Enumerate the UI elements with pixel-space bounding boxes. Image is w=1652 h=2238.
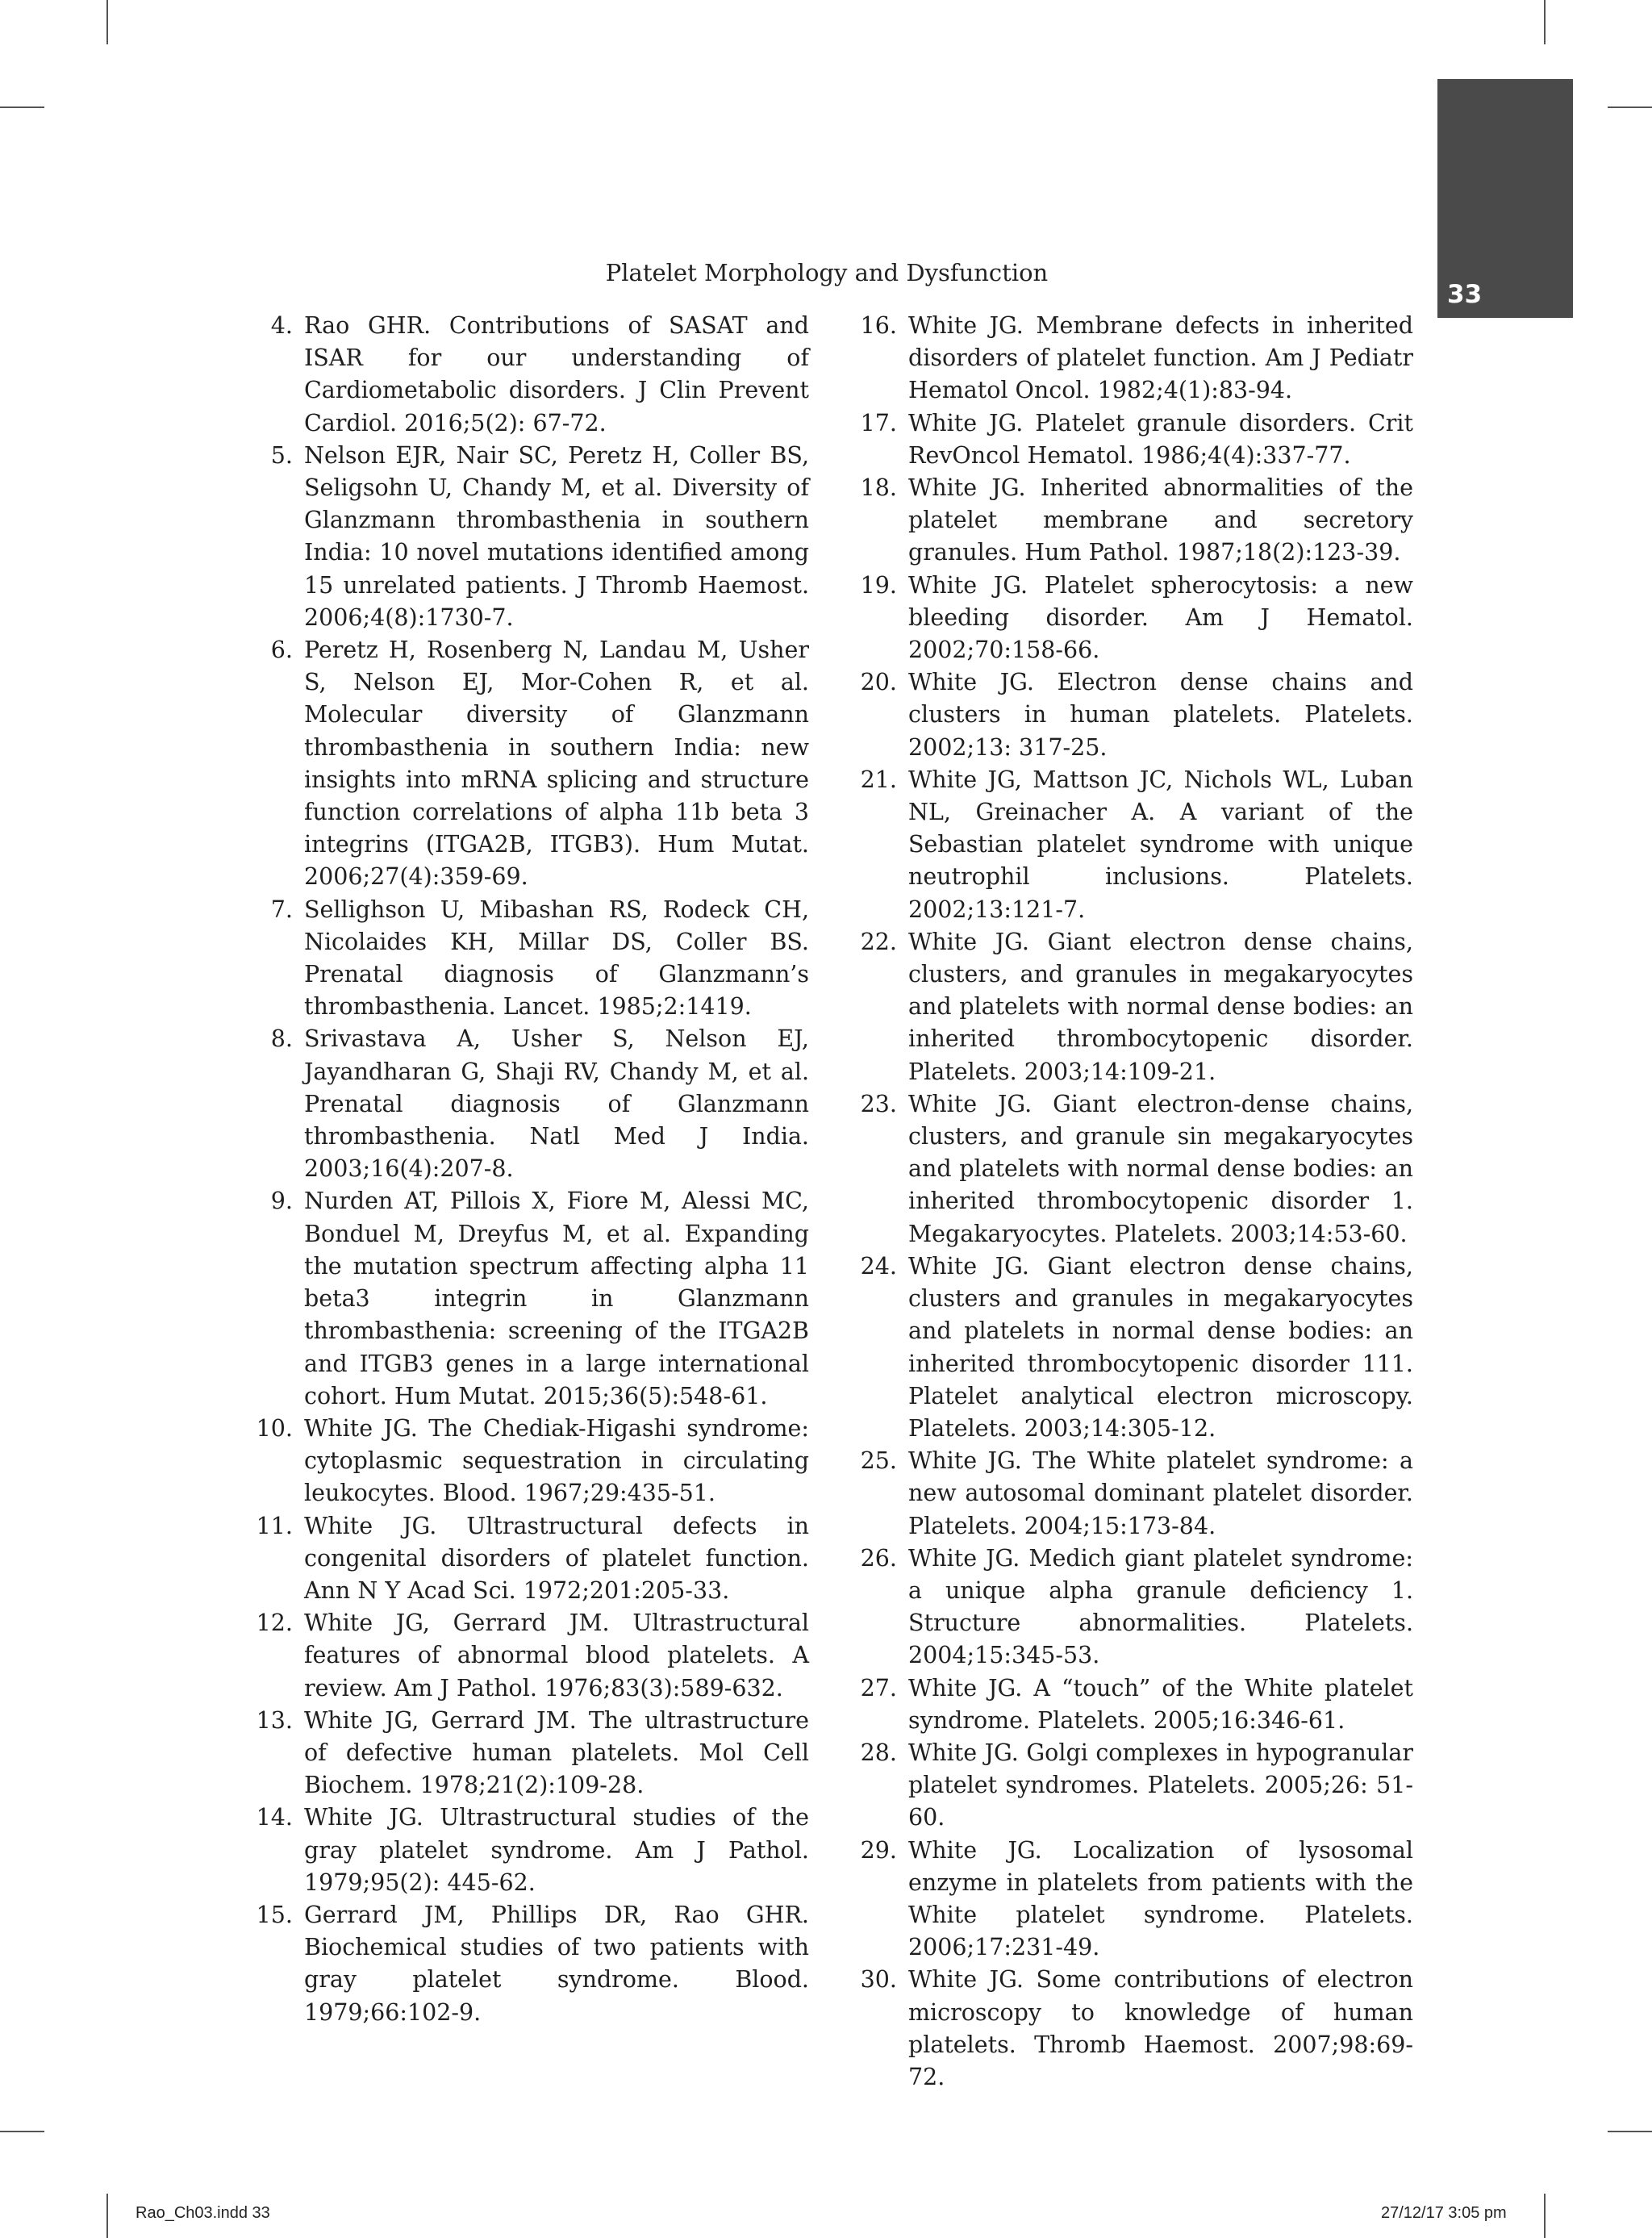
reference-text: White JG. Giant electron dense chains, clusters, and granules in megakaryocytes and platelets with normal dense bodies: an inherited thrombocytopenic disorder. Platelets. 2003;14:109-21. xyxy=(908,928,1413,1085)
reference-item xyxy=(228,1705,809,1802)
reference-item xyxy=(832,1672,1413,1737)
reference-item xyxy=(832,1543,1413,1672)
reference-text: Nurden AT, Pillois X, Fiore M, Alessi MC, Bonduel M, Dreyfus M, et al. Expanding the mutation spectrum affecting alpha 11 beta3 integrin in Glanzmann thrombasthenia: screening of the ITGA2B and ITGB3 genes in a large international cohort. Hum Mutat. 2015;36(5):548-61. xyxy=(304,1188,809,1409)
references-left-column xyxy=(228,310,809,2029)
reference-item xyxy=(228,1185,809,1412)
reference-number: 28. xyxy=(860,1739,897,1766)
reference-item xyxy=(832,1737,1413,1835)
crop-mark xyxy=(0,106,44,108)
reference-item xyxy=(228,1899,809,2029)
reference-number: 8. xyxy=(270,1025,293,1053)
reference-item xyxy=(228,1510,809,1608)
reference-number: 14. xyxy=(256,1804,293,1831)
reference-number: 25. xyxy=(860,1447,897,1475)
reference-number: 26. xyxy=(860,1544,897,1572)
reference-text: White JG. Golgi complexes in hypogranular platelet syndromes. Platelets. 2005;26: 51-60. xyxy=(908,1739,1413,1831)
crop-mark xyxy=(106,0,108,44)
reference-number: 27. xyxy=(860,1674,897,1701)
reference-text: Gerrard JM, Phillips DR, Rao GHR. Biochemical studies of two patients with gray platelet syndrome. Blood. 1979;66:102-9. xyxy=(304,1901,809,2026)
reference-item xyxy=(832,1088,1413,1251)
reference-text: White JG. Medich giant platelet syndrome: a unique alpha granule deficiency 1. Structure abnormalities. Platelets. 2004;15:345-53. xyxy=(908,1544,1413,1669)
reference-text: White JG. Platelet spherocytosis: a new bleeding disorder. Am J Hematol. 2002;70:158-66. xyxy=(908,571,1413,664)
reference-item xyxy=(832,1835,1413,1965)
reference-number: 23. xyxy=(860,1090,897,1117)
reference-number: 16. xyxy=(860,312,897,339)
file-slug: Rao_Ch03.indd 33 xyxy=(136,2204,270,2222)
reference-text: White JG. The White platelet syndrome: a new autosomal dominant platelet disorder. Platelets. 2004;15:173-84. xyxy=(908,1447,1413,1539)
page-number: 33 xyxy=(1447,280,1483,309)
reference-text: Sellighson U, Mibashan RS, Rodeck CH, Nicolaides KH, Millar DS, Coller BS. Prenatal diagnosis of Glanzmann’s thrombasthenia. Lancet. 1985;2:1419. xyxy=(304,896,809,1021)
reference-text: White JG, Mattson JC, Nichols WL, Luban NL, Greinacher A. A variant of the Sebastian platelet syndrome with unique neutrophil inclusions. Platelets. 2002;13:121-7. xyxy=(908,766,1413,923)
reference-text: Rao GHR. Contributions of SASAT and ISAR for our understanding of Cardiometabolic disorders. J Clin Prevent Cardiol. 2016;5(2): 67-72. xyxy=(304,312,809,436)
reference-number: 10. xyxy=(256,1414,293,1442)
reference-item xyxy=(832,570,1413,667)
reference-text: White JG. Inherited abnormalities of the platelet membrane and secretory granules. Hum Pathol. 1987;18(2):123-39. xyxy=(908,474,1413,566)
reference-item xyxy=(228,894,809,1024)
reference-number: 29. xyxy=(860,1836,897,1864)
reference-number: 22. xyxy=(860,928,897,955)
reference-text: White JG. Ultrastructural studies of the gray platelet syndrome. Am J Pathol. 1979;95(2): 445-62. xyxy=(304,1804,809,1896)
reference-item xyxy=(832,1445,1413,1543)
reference-item xyxy=(228,1607,809,1705)
reference-number: 17. xyxy=(860,409,897,436)
reference-number: 18. xyxy=(860,474,897,502)
reference-item xyxy=(832,472,1413,570)
reference-text: White JG. Some contributions of electron microscopy to knowledge of human platelets. Thromb Haemost. 2007;98:69-72. xyxy=(908,1966,1413,2090)
reference-text: White JG. Platelet granule disorders. Crit RevOncol Hematol. 1986;4(4):337-77. xyxy=(908,409,1413,469)
reference-number: 21. xyxy=(860,766,897,793)
crop-mark xyxy=(1544,0,1546,44)
reference-text: White JG. Giant electron dense chains, clusters and granules in megakaryocytes and platelets in normal dense bodies: an inherited thrombocytopenic disorder 111. Platelet analytical electron microscopy. Platelets. 2003;14:305-12. xyxy=(908,1252,1413,1442)
reference-number: 12. xyxy=(256,1610,293,1637)
reference-number: 20. xyxy=(860,669,897,696)
reference-item xyxy=(228,1413,809,1510)
reference-text: White JG. Giant electron-dense chains, clusters, and granule sin megakaryocytes and platelets with normal dense bodies: an inherited thrombocytopenic disorder 1. Megakaryocytes. Platelets. 2003;14:53-60. xyxy=(908,1090,1413,1247)
reference-number: 13. xyxy=(256,1706,293,1734)
crop-mark xyxy=(106,2194,108,2238)
crop-mark xyxy=(1608,106,1652,108)
date-slug: 27/12/17 3:05 pm xyxy=(1381,2204,1507,2222)
reference-number: 24. xyxy=(860,1252,897,1280)
reference-text: Srivastava A, Usher S, Nelson EJ, Jayandharan G, Shaji RV, Chandy M, et al. Prenatal diagnosis of Glanzmann thrombasthenia. Natl Med J India. 2003;16(4):207-8. xyxy=(304,1025,809,1183)
reference-item xyxy=(832,1964,1413,2094)
reference-item xyxy=(228,440,809,634)
reference-item xyxy=(832,310,1413,407)
reference-item xyxy=(832,1251,1413,1445)
reference-item xyxy=(832,666,1413,764)
reference-number: 30. xyxy=(860,1966,897,1994)
reference-number: 15. xyxy=(256,1901,293,1928)
reference-text: White JG. Ultrastructural defects in congenital disorders of platelet function. Ann N Y Acad Sci. 1972;201:205-33. xyxy=(304,1512,809,1604)
reference-number: 6. xyxy=(270,637,293,664)
crop-mark xyxy=(1544,2194,1546,2238)
reference-number: 4. xyxy=(270,312,293,339)
reference-text: White JG, Gerrard JM. Ultrastructural features of abnormal blood platelets. A review. Am J Pathol. 1976;83(3):589-632. xyxy=(304,1610,809,1701)
reference-item xyxy=(832,926,1413,1088)
reference-item xyxy=(228,1023,809,1185)
reference-item xyxy=(228,310,809,440)
reference-text: White JG. The Chediak-Higashi syndrome: cytoplasmic sequestration in circulating leukocytes. Blood. 1967;29:435-51. xyxy=(304,1414,809,1507)
reference-text: White JG. Localization of lysosomal enzyme in platelets from patients with the White platelet syndrome. Platelets. 2006;17:231-49. xyxy=(908,1836,1413,1961)
reference-number: 9. xyxy=(270,1188,293,1215)
crop-mark xyxy=(1608,2131,1652,2132)
reference-text: Nelson EJR, Nair SC, Peretz H, Coller BS, Seligsohn U, Chandy M, et al. Diversity of Glanzmann thrombasthenia in southern India: 10 novel mutations identified among 15 unrelated patients. J Thromb Haemost. 2006;4(8):1730-7. xyxy=(304,441,809,631)
reference-number: 19. xyxy=(860,571,897,599)
running-title: Platelet Morphology and Dysfunction xyxy=(605,259,1049,286)
reference-text: Peretz H, Rosenberg N, Landau M, Usher S, Nelson EJ, Mor-Cohen R, et al. Molecular diversity of Glanzmann thrombasthenia in southern India: new insights into mRNA splicing and structure function correlations of alpha 11b beta 3 integrins (ITGA2B, ITGB3). Hum Mutat. 2006;27(4):359-69. xyxy=(304,637,809,891)
reference-item xyxy=(228,1802,809,1899)
reference-text: White JG. A “touch” of the White platelet syndrome. Platelets. 2005;16:346-61. xyxy=(908,1674,1413,1734)
reference-number: 11. xyxy=(256,1512,293,1539)
reference-text: White JG. Electron dense chains and clusters in human platelets. Platelets. 2002;13: 317-25. xyxy=(908,669,1413,761)
crop-mark xyxy=(0,2131,44,2132)
reference-number: 7. xyxy=(270,896,293,923)
reference-number: 5. xyxy=(270,441,293,469)
reference-item xyxy=(228,634,809,894)
reference-text: White JG. Membrane defects in inherited disorders of platelet function. Am J Pediatr Hematol Oncol. 1982;4(1):83-94. xyxy=(908,312,1413,404)
reference-item xyxy=(832,407,1413,472)
reference-item xyxy=(832,764,1413,926)
references-right-column xyxy=(832,310,1413,2094)
reference-text: White JG, Gerrard JM. The ultrastructure of defective human platelets. Mol Cell Biochem. 1978;21(2):109-28. xyxy=(304,1706,809,1799)
